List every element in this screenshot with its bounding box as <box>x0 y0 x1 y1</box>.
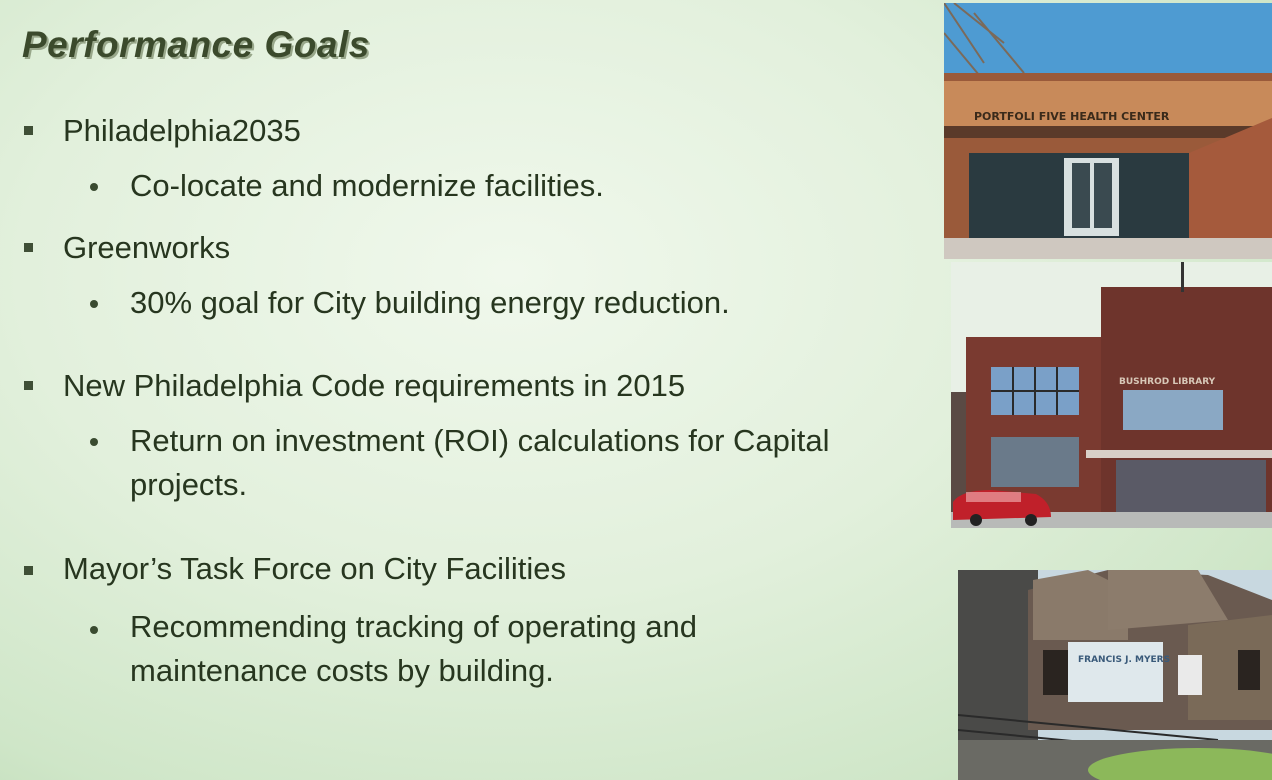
bullet-detail: Recommending tracking of operating and maintenance costs by building. <box>130 609 697 688</box>
dot-bullet-icon <box>90 626 98 634</box>
myers-sign: FRANCIS J. MYERS <box>1078 655 1171 665</box>
slide-title: Performance Goals <box>22 24 370 65</box>
dot-bullet-icon <box>90 300 98 308</box>
square-bullet-icon <box>24 566 33 575</box>
library-photo <box>951 262 1272 528</box>
square-bullet-icon <box>24 381 33 390</box>
health-center-photo <box>944 3 1272 259</box>
stone-building-photo <box>958 570 1272 780</box>
square-bullet-icon <box>24 243 33 252</box>
dot-bullet-icon <box>90 183 98 191</box>
library-sign: BUSHROD LIBRARY <box>1119 377 1216 387</box>
dot-bullet-icon <box>90 438 98 446</box>
bullet-detail: 30% goal for City building energy reduction. <box>130 285 730 320</box>
bullet-detail: Co-locate and modernize facilities. <box>130 168 604 203</box>
bullet-detail: Return on investment (ROI) calculations for Capital projects. <box>130 423 830 502</box>
health-center-sign: PORTFOLI FIVE HEALTH CENTER <box>974 110 1170 123</box>
square-bullet-icon <box>24 126 33 135</box>
bullet-heading: New Philadelphia Code requirements in 2015 <box>63 368 686 403</box>
bullet-heading: Greenworks <box>63 230 231 265</box>
bullet-heading: Philadelphia2035 <box>63 113 301 148</box>
bullet-heading: Mayor’s Task Force on City Facilities <box>63 551 567 586</box>
